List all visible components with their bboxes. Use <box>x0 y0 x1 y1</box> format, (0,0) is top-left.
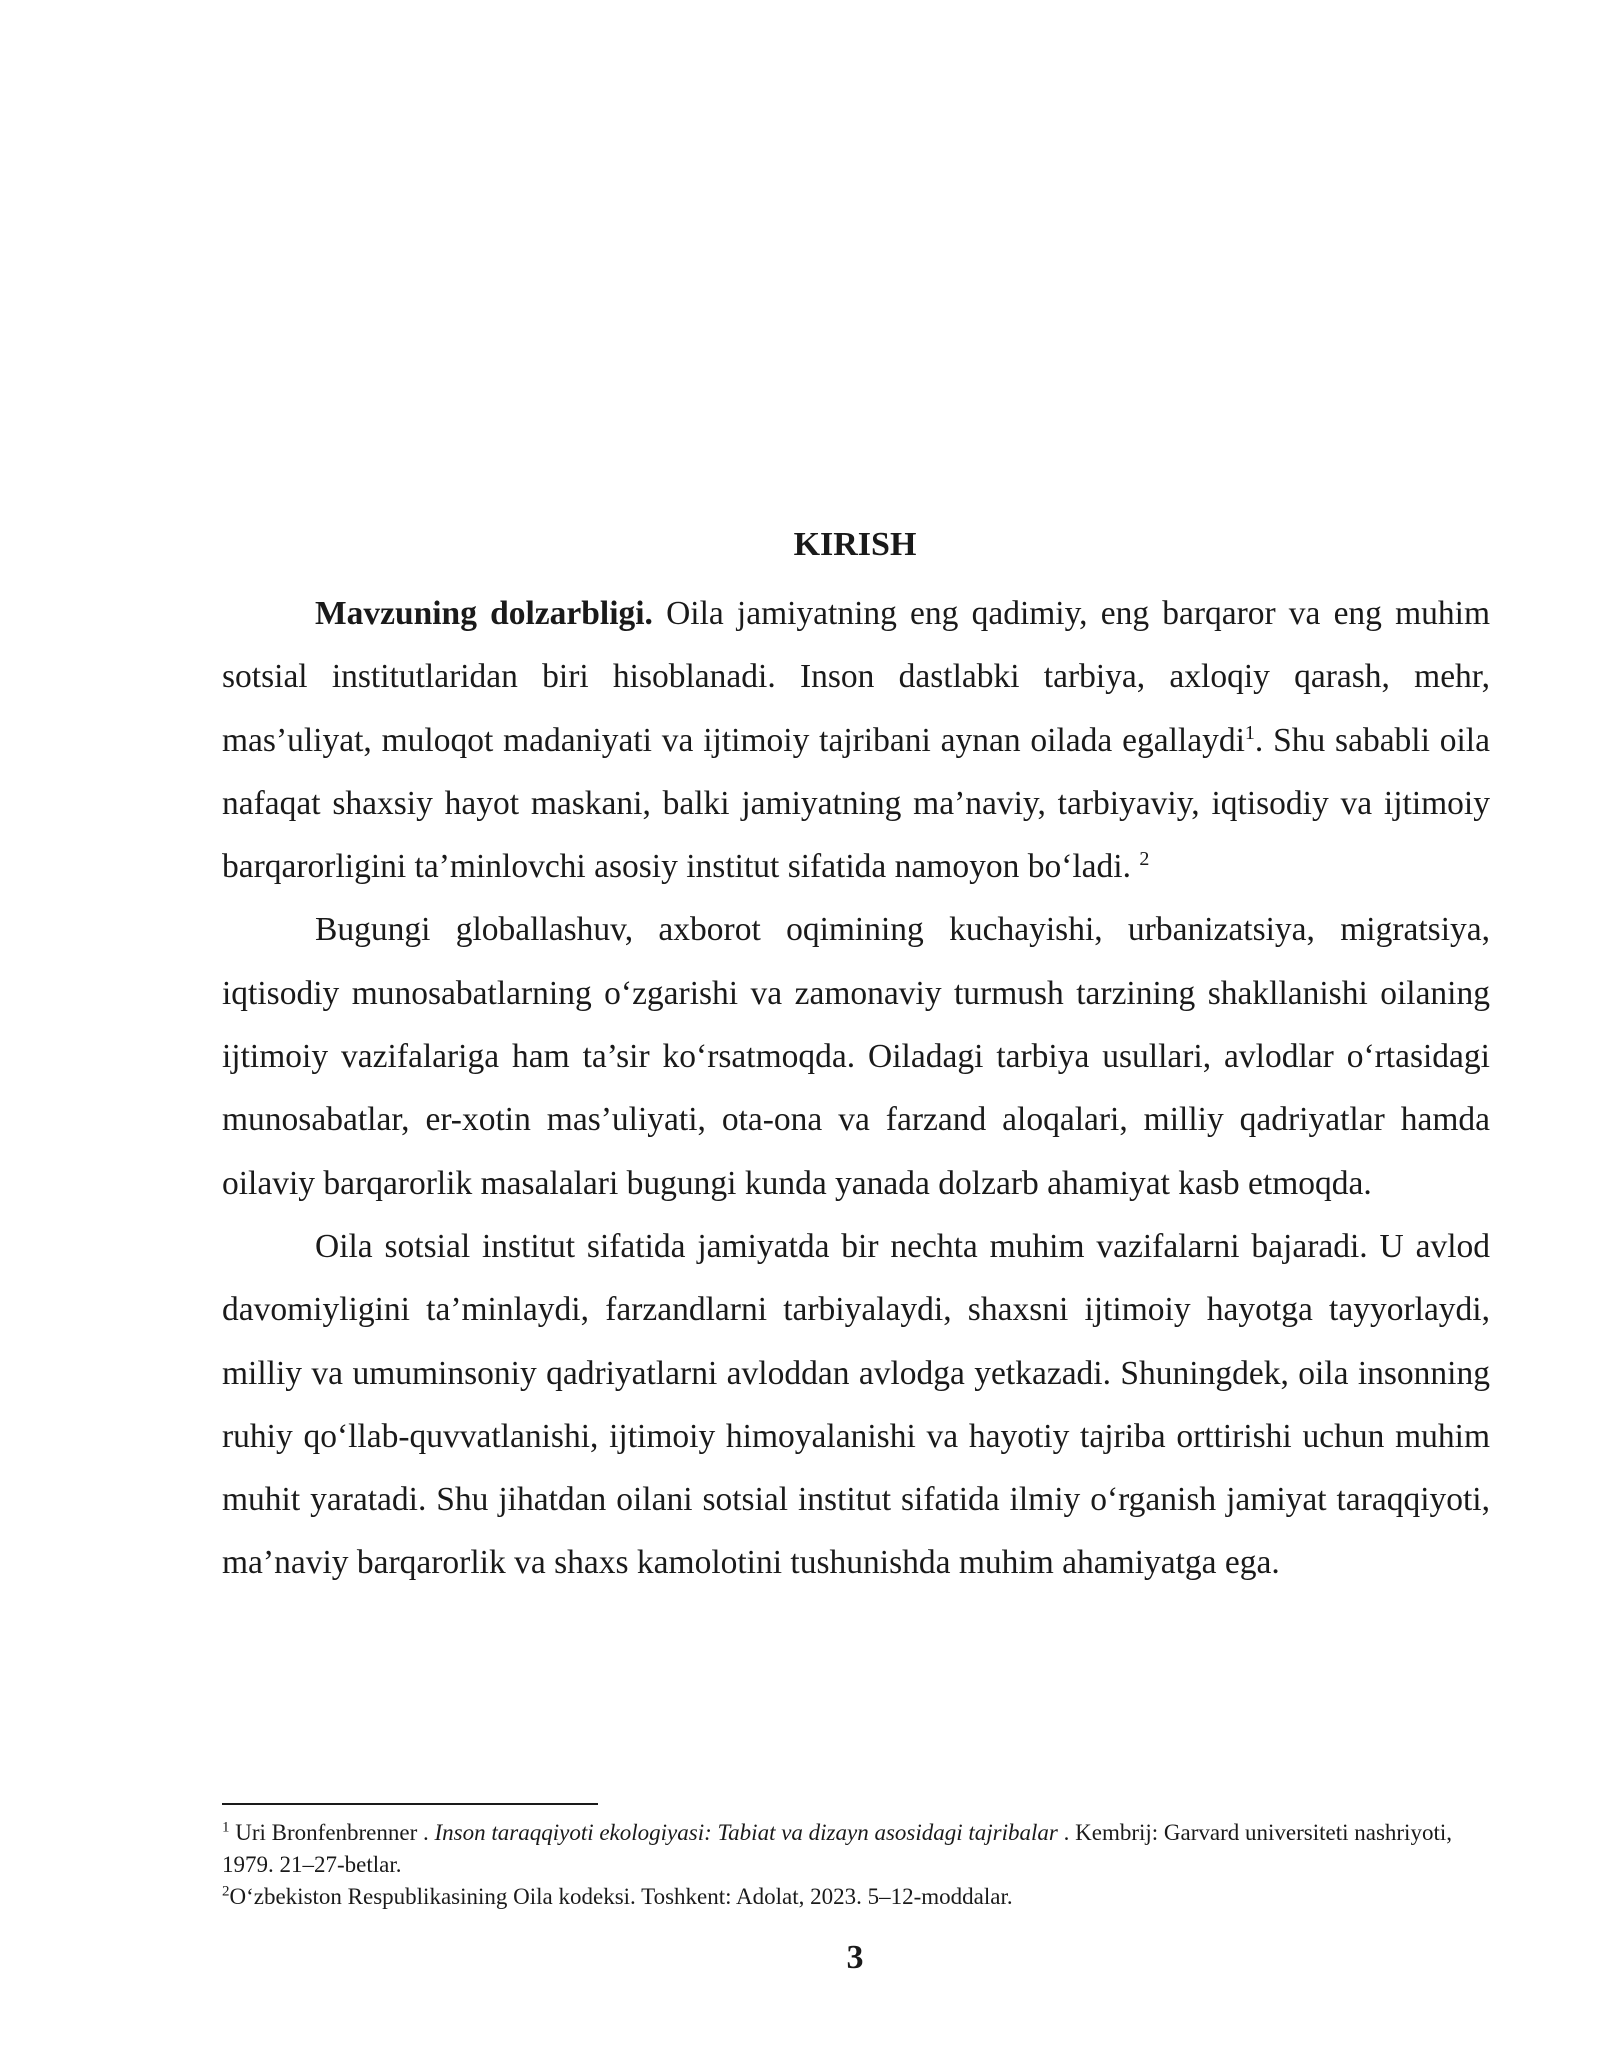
page-number: 3 <box>846 1939 864 1976</box>
footnote-1-title: Inson taraqqiyoti ekologiyasi: Tabiat va dizayn asosidagi tajribalar <box>434 1820 1058 1845</box>
footnote-ref-1[interactable]: 1 <box>1244 721 1255 744</box>
footnote-1 <box>222 1817 1490 1881</box>
footnote-2-mark: 2 <box>222 1883 230 1900</box>
paragraph-1 <box>222 582 1490 898</box>
paragraph-2: Bugungi globallashuv, axborot oqimining kuchayishi, urbanizatsiya, migratsiya, iqtisodiy munosabatlarning o‘zgarishi va zamonaviy turmush tarzining shakllanishi oilaning ijtimoiy vazifalariga ham ta’sir ko‘rsatmoqda. Oiladagi tarbiya usullari, avlodlar o‘rtasidagi munosabatlar, er-xotin mas’uliyati, ota-ona va farzand aloqalari, milliy qadriyatlar hamda oilaviy barqarorlik masalalari bugungi kunda yanada dolzarb ahamiyat kasb etmoqda. <box>222 911 1490 1202</box>
paragraph-1-text-b: . Shu sababli oila nafaqat shaxsiy hayot maskani, balki jamiyatning ma’naviy, tarbiyaviy, iqtisodiy va ijtimoiy barqarorligini ta’minlovchi asosiy institut sifatida namoyon bo‘ladi. <box>222 721 1490 886</box>
footnote-1-rest: . Kembrij: Garvard universiteti nashriyoti, 1979. 21–27-betlar. <box>222 1820 1452 1877</box>
footnote-1-author: Uri Bronfenbrenner . <box>229 1820 435 1845</box>
paragraph-3: Oila sotsial institut sifatida jamiyatda bir nechta muhim vazifalarni bajaradi. U avlod davomiyligini ta’minlaydi, farzandlarni tarbiyalaydi, shaxsni ijtimoiy hayotga tayyorlaydi, milliy va umuminsoniy qadriyatlarni avloddan avlodga yetkazadi. Shuningdek, oila insonning ruhiy qo‘llab-quvvatlanishi, ijtimoiy himoyalanishi va hayotiy tajriba orttirishi uchun muhim muhit yaratadi. Shu jihatdan oilani sotsial institut sifatida ilmiy o‘rganish jamiyat taraqqiyoti, ma’naviy barqarorlik va shaxs kamolotini tushunishda muhim ahamiyatga ega. <box>222 1227 1490 1582</box>
footnote-divider <box>222 1803 598 1805</box>
footnotes <box>222 1817 1490 1913</box>
body-text <box>222 582 1490 1595</box>
footnote-ref-2[interactable]: 2 <box>1139 848 1150 871</box>
footnote-2 <box>222 1881 1490 1913</box>
paragraph-1-text-a: Oila jamiyatning eng qadimiy, eng barqaror va eng muhim sotsial institutlaridan biri hisoblanadi. Inson dastlabki tarbiya, axloqiy qarash, mehr, mas’uliyat, muloqot madaniyati va ijtimoiy tajribani aynan oilada egallaydi <box>222 595 1490 759</box>
footnote-1-mark: 1 <box>222 1819 230 1836</box>
footnote-2-text: O‘zbekiston Respublikasining Oila kodeksi. Toshkent: Adolat, 2023. 5–12-moddalar. <box>229 1884 1013 1909</box>
paragraph-lead: Mavzuning dolzarbligi. <box>315 595 653 632</box>
section-heading: KIRISH <box>793 526 917 563</box>
